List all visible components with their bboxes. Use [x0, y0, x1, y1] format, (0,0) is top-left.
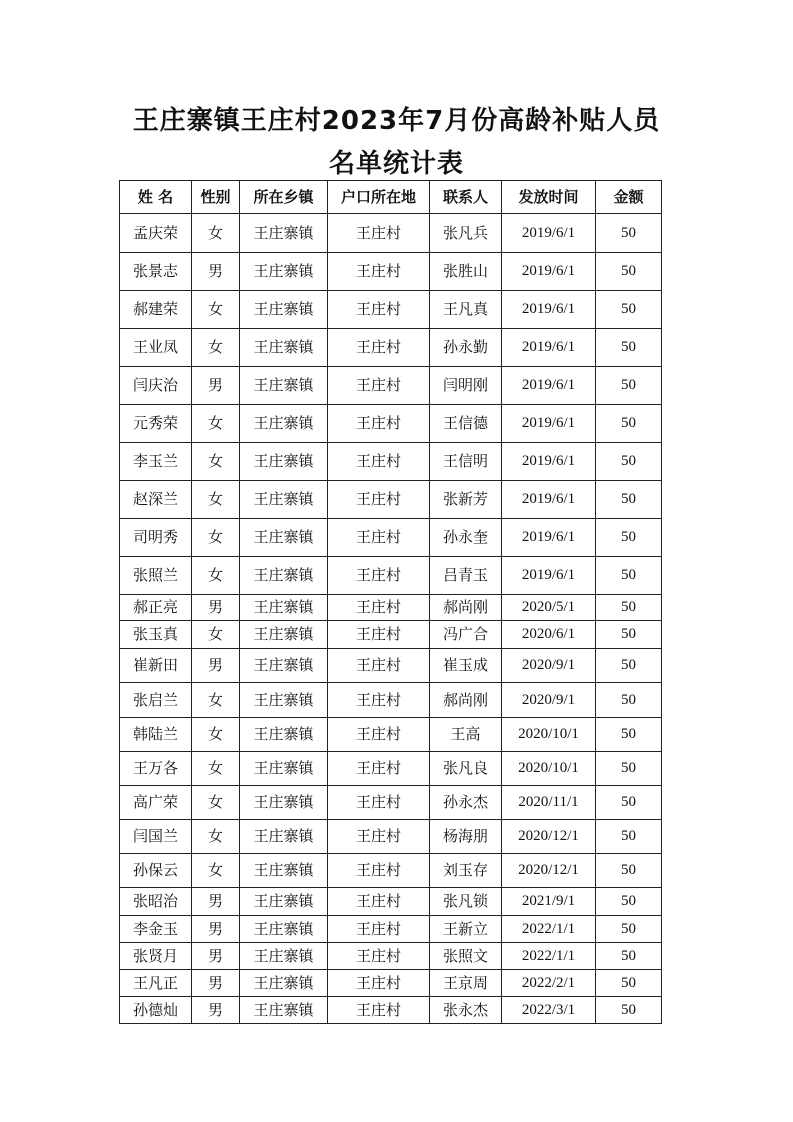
cell-township: 王庄寨镇	[240, 916, 328, 943]
cell-household-location: 王庄村	[328, 683, 430, 718]
cell-name: 郝建荣	[120, 291, 192, 329]
cell-contact: 孙永奎	[430, 519, 502, 557]
cell-contact: 孙永勤	[430, 329, 502, 367]
cell-name: 闫国兰	[120, 820, 192, 854]
cell-gender: 女	[192, 557, 240, 595]
cell-gender: 女	[192, 443, 240, 481]
cell-amount: 50	[596, 519, 662, 557]
table-row	[120, 854, 662, 888]
cell-amount: 50	[596, 718, 662, 752]
table-row	[120, 997, 662, 1024]
cell-name: 元秀荣	[120, 405, 192, 443]
cell-township: 王庄寨镇	[240, 481, 328, 519]
cell-issue-date: 2019/6/1	[502, 405, 596, 443]
cell-household-location: 王庄村	[328, 916, 430, 943]
cell-contact: 郝尚刚	[430, 683, 502, 718]
cell-contact: 王高	[430, 718, 502, 752]
table-row	[120, 443, 662, 481]
cell-issue-date: 2019/6/1	[502, 291, 596, 329]
cell-township: 王庄寨镇	[240, 329, 328, 367]
cell-issue-date: 2020/6/1	[502, 621, 596, 649]
cell-amount: 50	[596, 481, 662, 519]
cell-amount: 50	[596, 291, 662, 329]
cell-gender: 女	[192, 854, 240, 888]
cell-township: 王庄寨镇	[240, 997, 328, 1024]
table-row	[120, 752, 662, 786]
cell-township: 王庄寨镇	[240, 519, 328, 557]
cell-issue-date: 2019/6/1	[502, 443, 596, 481]
cell-gender: 男	[192, 970, 240, 997]
cell-household-location: 王庄村	[328, 786, 430, 820]
cell-gender: 女	[192, 329, 240, 367]
cell-contact: 王新立	[430, 916, 502, 943]
cell-contact: 张凡兵	[430, 214, 502, 253]
cell-household-location: 王庄村	[328, 854, 430, 888]
cell-contact: 刘玉存	[430, 854, 502, 888]
cell-household-location: 王庄村	[328, 752, 430, 786]
cell-name: 司明秀	[120, 519, 192, 557]
cell-issue-date: 2022/1/1	[502, 916, 596, 943]
cell-household-location: 王庄村	[328, 443, 430, 481]
cell-gender: 女	[192, 683, 240, 718]
cell-household-location: 王庄村	[328, 997, 430, 1024]
table-row	[120, 291, 662, 329]
cell-name: 张景志	[120, 253, 192, 291]
cell-name: 高广荣	[120, 786, 192, 820]
cell-gender: 女	[192, 214, 240, 253]
cell-amount: 50	[596, 854, 662, 888]
cell-gender: 男	[192, 888, 240, 916]
cell-contact: 王凡真	[430, 291, 502, 329]
cell-issue-date: 2020/11/1	[502, 786, 596, 820]
cell-issue-date: 2019/6/1	[502, 329, 596, 367]
cell-issue-date: 2020/10/1	[502, 718, 596, 752]
cell-amount: 50	[596, 329, 662, 367]
table-row	[120, 970, 662, 997]
cell-name: 张照兰	[120, 557, 192, 595]
table-row	[120, 405, 662, 443]
cell-name: 闫庆治	[120, 367, 192, 405]
cell-township: 王庄寨镇	[240, 367, 328, 405]
cell-name: 李玉兰	[120, 443, 192, 481]
cell-name: 郝正亮	[120, 595, 192, 621]
header-amount: 金额	[596, 181, 662, 214]
table-row	[120, 820, 662, 854]
cell-contact: 闫明刚	[430, 367, 502, 405]
table-row	[120, 943, 662, 970]
cell-household-location: 王庄村	[328, 595, 430, 621]
cell-household-location: 王庄村	[328, 718, 430, 752]
cell-name: 王凡正	[120, 970, 192, 997]
cell-issue-date: 2022/3/1	[502, 997, 596, 1024]
cell-household-location: 王庄村	[328, 820, 430, 854]
cell-household-location: 王庄村	[328, 367, 430, 405]
cell-gender: 男	[192, 253, 240, 291]
cell-township: 王庄寨镇	[240, 888, 328, 916]
cell-township: 王庄寨镇	[240, 649, 328, 683]
cell-gender: 女	[192, 718, 240, 752]
table-row	[120, 481, 662, 519]
cell-name: 张贤月	[120, 943, 192, 970]
cell-amount: 50	[596, 752, 662, 786]
cell-amount: 50	[596, 683, 662, 718]
table-row	[120, 683, 662, 718]
cell-amount: 50	[596, 970, 662, 997]
cell-township: 王庄寨镇	[240, 595, 328, 621]
cell-gender: 男	[192, 943, 240, 970]
cell-issue-date: 2022/2/1	[502, 970, 596, 997]
cell-amount: 50	[596, 943, 662, 970]
table-row	[120, 253, 662, 291]
cell-household-location: 王庄村	[328, 291, 430, 329]
cell-amount: 50	[596, 595, 662, 621]
cell-contact: 冯广合	[430, 621, 502, 649]
table-row	[120, 557, 662, 595]
cell-issue-date: 2019/6/1	[502, 519, 596, 557]
cell-household-location: 王庄村	[328, 621, 430, 649]
cell-gender: 女	[192, 481, 240, 519]
cell-issue-date: 2019/6/1	[502, 367, 596, 405]
cell-household-location: 王庄村	[328, 519, 430, 557]
cell-issue-date: 2020/9/1	[502, 649, 596, 683]
header-gender: 性别	[192, 181, 240, 214]
cell-name: 张启兰	[120, 683, 192, 718]
cell-amount: 50	[596, 786, 662, 820]
header-household-location: 户口所在地	[328, 181, 430, 214]
cell-gender: 男	[192, 367, 240, 405]
cell-amount: 50	[596, 443, 662, 481]
cell-township: 王庄寨镇	[240, 405, 328, 443]
cell-gender: 女	[192, 519, 240, 557]
table-row	[120, 214, 662, 253]
cell-township: 王庄寨镇	[240, 854, 328, 888]
cell-township: 王庄寨镇	[240, 214, 328, 253]
cell-issue-date: 2019/6/1	[502, 253, 596, 291]
table-body	[120, 214, 662, 1024]
cell-township: 王庄寨镇	[240, 718, 328, 752]
table-row	[120, 649, 662, 683]
header-township: 所在乡镇	[240, 181, 328, 214]
cell-name: 王业凤	[120, 329, 192, 367]
cell-contact: 张凡良	[430, 752, 502, 786]
cell-township: 王庄寨镇	[240, 820, 328, 854]
table-row	[120, 595, 662, 621]
cell-issue-date: 2019/6/1	[502, 481, 596, 519]
cell-amount: 50	[596, 214, 662, 253]
cell-name: 张玉真	[120, 621, 192, 649]
cell-amount: 50	[596, 820, 662, 854]
cell-township: 王庄寨镇	[240, 253, 328, 291]
cell-contact: 张新芳	[430, 481, 502, 519]
cell-contact: 郝尚刚	[430, 595, 502, 621]
cell-name: 赵深兰	[120, 481, 192, 519]
cell-amount: 50	[596, 367, 662, 405]
table-row	[120, 916, 662, 943]
cell-household-location: 王庄村	[328, 329, 430, 367]
cell-contact: 吕青玉	[430, 557, 502, 595]
table-row	[120, 367, 662, 405]
cell-gender: 女	[192, 621, 240, 649]
table-row	[120, 621, 662, 649]
table-row	[120, 718, 662, 752]
table-row	[120, 329, 662, 367]
cell-amount: 50	[596, 888, 662, 916]
cell-issue-date: 2020/12/1	[502, 820, 596, 854]
cell-township: 王庄寨镇	[240, 786, 328, 820]
cell-contact: 王信德	[430, 405, 502, 443]
table-row	[120, 888, 662, 916]
header-contact: 联系人	[430, 181, 502, 214]
cell-amount: 50	[596, 916, 662, 943]
cell-issue-date: 2020/9/1	[502, 683, 596, 718]
header-issue-date: 发放时间	[502, 181, 596, 214]
cell-name: 王万各	[120, 752, 192, 786]
cell-gender: 男	[192, 649, 240, 683]
cell-township: 王庄寨镇	[240, 621, 328, 649]
document-title-line-2: 名单统计表	[328, 149, 464, 179]
table-row	[120, 519, 662, 557]
cell-contact: 张凡锁	[430, 888, 502, 916]
cell-name: 崔新田	[120, 649, 192, 683]
cell-contact: 孙永杰	[430, 786, 502, 820]
cell-issue-date: 2020/10/1	[502, 752, 596, 786]
cell-amount: 50	[596, 557, 662, 595]
cell-household-location: 王庄村	[328, 888, 430, 916]
cell-issue-date: 2021/9/1	[502, 888, 596, 916]
cell-name: 李金玉	[120, 916, 192, 943]
document-title-line-1: 王庄寨镇王庄村2023年7月份高龄补贴人员	[132, 106, 661, 136]
cell-amount: 50	[596, 621, 662, 649]
cell-contact: 崔玉成	[430, 649, 502, 683]
cell-gender: 女	[192, 291, 240, 329]
cell-contact: 王京周	[430, 970, 502, 997]
cell-gender: 男	[192, 595, 240, 621]
cell-name: 韩陆兰	[120, 718, 192, 752]
cell-issue-date: 2020/5/1	[502, 595, 596, 621]
cell-gender: 女	[192, 405, 240, 443]
cell-household-location: 王庄村	[328, 405, 430, 443]
cell-household-location: 王庄村	[328, 970, 430, 997]
header-name: 姓 名	[120, 181, 192, 214]
cell-gender: 男	[192, 916, 240, 943]
subsidy-roster-table	[119, 180, 662, 1024]
cell-township: 王庄寨镇	[240, 291, 328, 329]
cell-contact: 张胜山	[430, 253, 502, 291]
cell-gender: 女	[192, 820, 240, 854]
cell-gender: 男	[192, 997, 240, 1024]
cell-gender: 女	[192, 752, 240, 786]
cell-amount: 50	[596, 405, 662, 443]
cell-township: 王庄寨镇	[240, 752, 328, 786]
cell-issue-date: 2019/6/1	[502, 557, 596, 595]
cell-contact: 王信明	[430, 443, 502, 481]
cell-gender: 女	[192, 786, 240, 820]
table-row	[120, 786, 662, 820]
cell-household-location: 王庄村	[328, 557, 430, 595]
cell-issue-date: 2019/6/1	[502, 214, 596, 253]
cell-name: 孟庆荣	[120, 214, 192, 253]
cell-name: 孙德灿	[120, 997, 192, 1024]
cell-issue-date: 2022/1/1	[502, 943, 596, 970]
cell-name: 张昭治	[120, 888, 192, 916]
cell-township: 王庄寨镇	[240, 557, 328, 595]
cell-name: 孙保云	[120, 854, 192, 888]
cell-contact: 张永杰	[430, 997, 502, 1024]
table-header-row	[120, 181, 662, 214]
cell-contact: 杨海朋	[430, 820, 502, 854]
cell-household-location: 王庄村	[328, 943, 430, 970]
cell-amount: 50	[596, 997, 662, 1024]
cell-household-location: 王庄村	[328, 214, 430, 253]
cell-amount: 50	[596, 253, 662, 291]
cell-township: 王庄寨镇	[240, 683, 328, 718]
cell-contact: 张照文	[430, 943, 502, 970]
cell-township: 王庄寨镇	[240, 970, 328, 997]
cell-household-location: 王庄村	[328, 253, 430, 291]
cell-township: 王庄寨镇	[240, 943, 328, 970]
cell-household-location: 王庄村	[328, 649, 430, 683]
cell-issue-date: 2020/12/1	[502, 854, 596, 888]
cell-township: 王庄寨镇	[240, 443, 328, 481]
cell-household-location: 王庄村	[328, 481, 430, 519]
cell-amount: 50	[596, 649, 662, 683]
